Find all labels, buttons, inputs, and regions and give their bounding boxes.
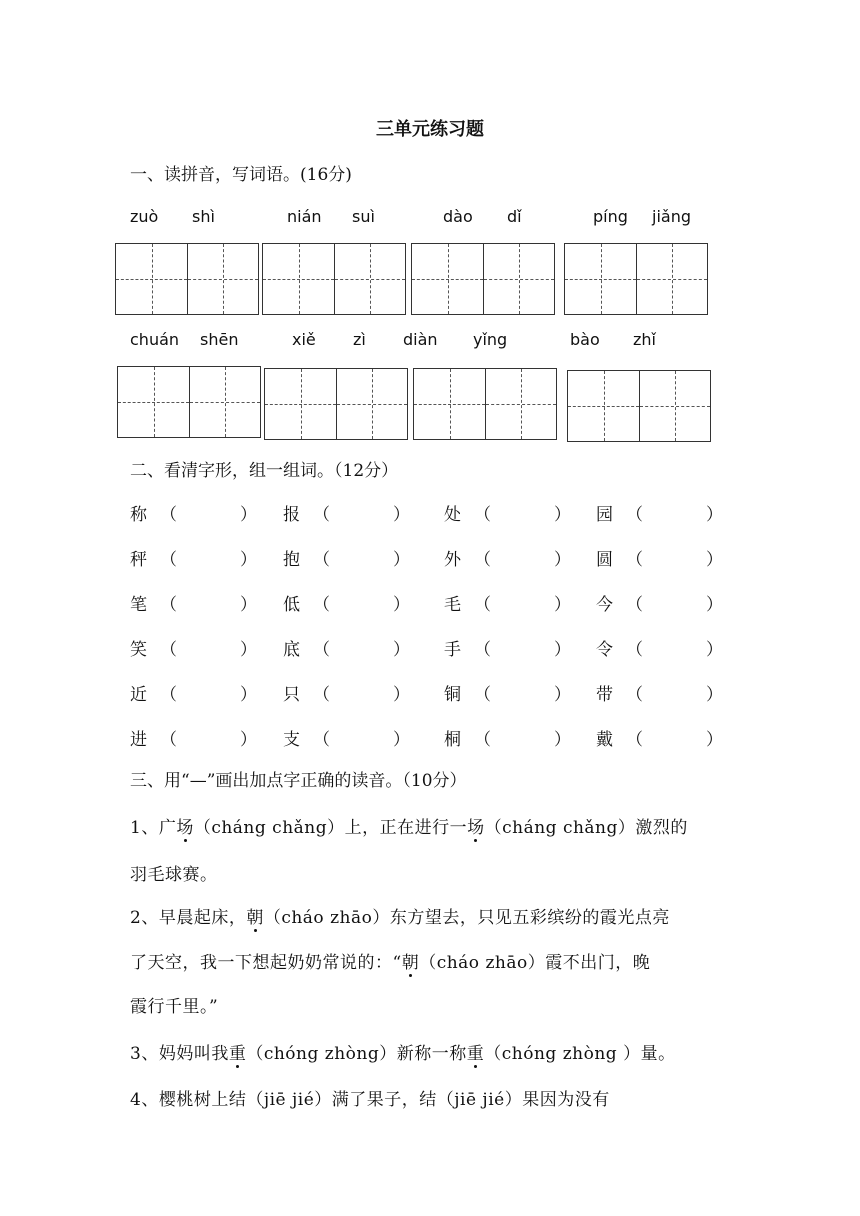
open-paren: （ — [160, 730, 177, 750]
word-group-row — [130, 635, 730, 661]
q2-text-a: 2、早晨起床， — [130, 908, 247, 928]
word-group-char: 支 — [283, 730, 300, 750]
pinyin: yǐng — [473, 330, 508, 349]
close-paren: ） — [393, 685, 410, 705]
word-group-item[interactable] — [130, 590, 257, 615]
word-group-item[interactable] — [283, 590, 410, 615]
close-paren: ） — [554, 595, 571, 615]
word-group-char: 进 — [130, 730, 147, 750]
word-group-char: 秤 — [130, 550, 147, 570]
word-group-char: 园 — [596, 505, 613, 525]
word-group-char: 笔 — [130, 595, 147, 615]
close-paren: ） — [240, 685, 257, 705]
close-paren: ） — [393, 505, 410, 525]
dotted-char: 场 — [176, 813, 194, 838]
pinyin: dǐ — [507, 207, 522, 226]
q1-text-b: （cháng chǎng）上，正在进行一 — [193, 818, 468, 838]
word-group-char: 笑 — [130, 640, 147, 660]
pinyin: diàn — [403, 330, 438, 349]
pinyin: xiě — [292, 330, 316, 349]
word-group-item[interactable] — [444, 635, 571, 660]
pinyin: zì — [353, 330, 366, 349]
word-group-char: 报 — [283, 505, 300, 525]
word-group-row — [130, 500, 730, 526]
close-paren: ） — [554, 640, 571, 660]
close-paren: ） — [393, 595, 410, 615]
word-group-char: 今 — [596, 595, 613, 615]
open-paren: （ — [160, 550, 177, 570]
close-paren: ） — [706, 685, 723, 705]
open-paren: （ — [626, 685, 643, 705]
word-group-item[interactable] — [444, 500, 571, 525]
open-paren: （ — [313, 505, 330, 525]
word-group-row — [130, 590, 730, 616]
open-paren: （ — [626, 550, 643, 570]
close-paren: ） — [554, 550, 571, 570]
word-group-item[interactable] — [283, 500, 410, 525]
word-group-char: 戴 — [596, 730, 613, 750]
close-paren: ） — [393, 730, 410, 750]
word-group-item[interactable] — [283, 680, 410, 705]
writing-grid[interactable] — [567, 370, 711, 442]
q2-text-b: （cháo zhāo）东方望去，只见五彩缤纷的霞光点亮 — [263, 908, 670, 928]
open-paren: （ — [474, 505, 491, 525]
word-group-item[interactable] — [130, 500, 257, 525]
question-2-line-2 — [130, 948, 650, 973]
open-paren: （ — [474, 550, 491, 570]
open-paren: （ — [626, 730, 643, 750]
close-paren: ） — [240, 640, 257, 660]
open-paren: （ — [626, 595, 643, 615]
question-3 — [130, 1039, 676, 1064]
q3-text-a: 3、妈妈叫我 — [130, 1044, 229, 1064]
writing-grid[interactable] — [564, 243, 708, 315]
q2-text-line2b: （cháo zhāo）霞不出门，晚 — [419, 953, 651, 973]
word-group-char: 低 — [283, 595, 300, 615]
word-group-item[interactable] — [596, 680, 723, 705]
q2-text-line2a: 了天空，我一下想起奶奶常说的：“ — [130, 953, 402, 973]
writing-grid[interactable] — [413, 368, 557, 440]
close-paren: ） — [706, 595, 723, 615]
word-group-item[interactable] — [444, 680, 571, 705]
page-title: 三单元练习题 — [376, 119, 484, 140]
open-paren: （ — [313, 730, 330, 750]
open-paren: （ — [313, 550, 330, 570]
writing-grid[interactable] — [411, 243, 555, 315]
close-paren: ） — [240, 730, 257, 750]
question-2-line-1 — [130, 903, 670, 928]
word-group-item[interactable] — [444, 590, 571, 615]
word-group-item[interactable] — [283, 545, 410, 570]
writing-grid[interactable] — [115, 243, 259, 315]
close-paren: ） — [554, 505, 571, 525]
pinyin: píng — [593, 207, 628, 226]
close-paren: ） — [240, 550, 257, 570]
word-group-row — [130, 545, 730, 571]
open-paren: （ — [160, 685, 177, 705]
close-paren: ） — [706, 730, 723, 750]
word-group-char: 近 — [130, 685, 147, 705]
word-group-item[interactable] — [596, 590, 723, 615]
open-paren: （ — [160, 640, 177, 660]
writing-grid[interactable] — [264, 368, 408, 440]
pinyin: bào — [570, 330, 600, 349]
word-group-char: 毛 — [444, 595, 461, 615]
pinyin: suì — [352, 207, 375, 226]
question-4: 4、樱桃树上结（jiē jié）满了果子，结（jiē jié）果因为没有 — [130, 1090, 610, 1110]
q3-text-c: （chóng zhòng ）量。 — [484, 1044, 676, 1064]
section2-heading: 二、看清字形，组一组词。（12分） — [130, 461, 399, 481]
word-group-char: 称 — [130, 505, 147, 525]
close-paren: ） — [393, 640, 410, 660]
word-group-item[interactable] — [283, 725, 410, 750]
open-paren: （ — [474, 640, 491, 660]
word-group-char: 令 — [596, 640, 613, 660]
word-group-item[interactable] — [596, 500, 723, 525]
word-group-item[interactable] — [130, 680, 257, 705]
pinyin: zhǐ — [633, 330, 656, 349]
close-paren: ） — [240, 505, 257, 525]
q3-text-b: （chóng zhòng）新称一称 — [246, 1044, 467, 1064]
open-paren: （ — [474, 730, 491, 750]
section1-heading: 一、读拼音，写词语。(16分) — [130, 165, 352, 185]
word-group-char: 带 — [596, 685, 613, 705]
pinyin: chuán — [130, 330, 180, 349]
word-group-item[interactable] — [444, 545, 571, 570]
close-paren: ） — [554, 685, 571, 705]
word-group-item[interactable] — [130, 635, 257, 660]
dotted-char: 重 — [467, 1039, 485, 1064]
open-paren: （ — [474, 595, 491, 615]
close-paren: ） — [393, 550, 410, 570]
word-group-char: 底 — [283, 640, 300, 660]
open-paren: （ — [474, 685, 491, 705]
close-paren: ） — [706, 640, 723, 660]
open-paren: （ — [313, 685, 330, 705]
writing-grid[interactable] — [117, 366, 261, 438]
word-group-char: 铜 — [444, 685, 461, 705]
section3-heading: 三、用“—”画出加点字正确的读音。（10分） — [130, 771, 467, 791]
word-group-item[interactable] — [596, 725, 723, 750]
word-group-item[interactable] — [596, 635, 723, 660]
question-1-line-2: 羽毛球赛。 — [130, 865, 218, 885]
word-group-item[interactable] — [283, 635, 410, 660]
close-paren: ） — [706, 550, 723, 570]
question-2-line-3: 霞行千里。” — [130, 997, 219, 1017]
word-group-char: 处 — [444, 505, 461, 525]
dotted-char: 朝 — [402, 948, 420, 973]
dotted-char: 朝 — [246, 903, 264, 928]
word-group-char: 圆 — [596, 550, 613, 570]
pinyin: shēn — [200, 330, 239, 349]
open-paren: （ — [160, 505, 177, 525]
pinyin: shì — [192, 207, 215, 226]
close-paren: ） — [240, 595, 257, 615]
open-paren: （ — [313, 640, 330, 660]
close-paren: ） — [706, 505, 723, 525]
word-group-char: 桐 — [444, 730, 461, 750]
pinyin: jiǎng — [652, 207, 691, 226]
pinyin: dào — [443, 207, 473, 226]
open-paren: （ — [160, 595, 177, 615]
dotted-char: 重 — [229, 1039, 247, 1064]
open-paren: （ — [313, 595, 330, 615]
word-group-char: 外 — [444, 550, 461, 570]
close-paren: ） — [554, 730, 571, 750]
word-group-item[interactable] — [596, 545, 723, 570]
word-group-item[interactable] — [130, 725, 257, 750]
open-paren: （ — [626, 505, 643, 525]
writing-grid[interactable] — [262, 243, 406, 315]
word-group-char: 只 — [283, 685, 300, 705]
word-group-row — [130, 725, 730, 751]
word-group-char: 手 — [444, 640, 461, 660]
q1-text-a: 1、广 — [130, 818, 177, 838]
question-1-line-1 — [130, 813, 688, 838]
open-paren: （ — [626, 640, 643, 660]
pinyin: zuò — [130, 207, 159, 226]
word-group-row — [130, 680, 730, 706]
q1-text-c: （cháng chǎng）激烈的 — [484, 818, 688, 838]
word-group-item[interactable] — [444, 725, 571, 750]
word-group-item[interactable] — [130, 545, 257, 570]
dotted-char: 场 — [467, 813, 485, 838]
word-group-char: 抱 — [283, 550, 300, 570]
pinyin: nián — [287, 207, 322, 226]
